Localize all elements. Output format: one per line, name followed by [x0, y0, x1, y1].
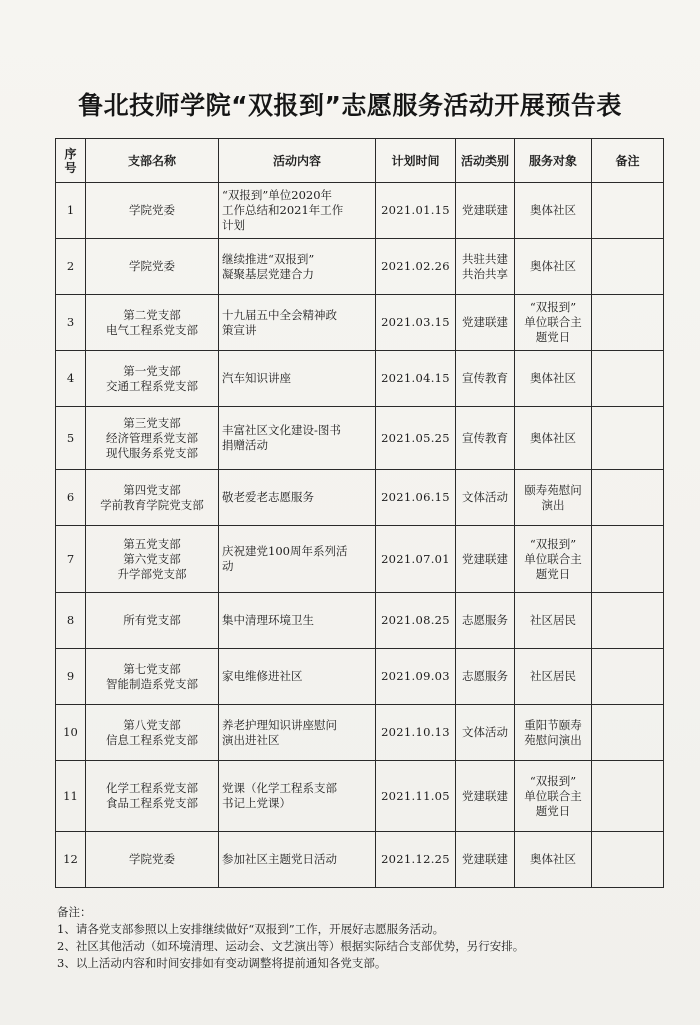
cell-content-line: 继续推进“双报到” [222, 251, 315, 266]
cell-seq: 10 [56, 705, 86, 761]
cell-content-line: 十九届五中全会精神政 [222, 307, 337, 322]
cell-content [219, 705, 376, 761]
cell-branch-line: 所有党支部 [123, 613, 181, 627]
cell-target-line: 颐寿苑慰问 [524, 482, 582, 497]
note-item: 3、以上活动内容和时间安排如有变动调整将提前通知各党支部。 [57, 956, 387, 970]
cell-target-line: 题党日 [535, 803, 571, 818]
cell-content-line: 汽车知识讲座 [222, 371, 291, 385]
cell-branch-line: 第三党支部 [123, 415, 181, 430]
cell-branch-line: 交通工程系党支部 [106, 378, 198, 393]
cell-target [515, 761, 592, 832]
cell-note [592, 593, 664, 649]
cell-branch [86, 295, 219, 351]
cell-branch [86, 470, 219, 526]
cell-content [219, 832, 376, 888]
cell-target-line: 社区居民 [530, 613, 576, 627]
table-row [56, 832, 664, 888]
cell-type [456, 470, 515, 526]
cell-content-line: 敬老爱老志愿服务 [222, 490, 314, 504]
cell-target [515, 593, 592, 649]
header-seq [56, 139, 86, 183]
cell-target [515, 407, 592, 470]
cell-time: 2021.10.13 [376, 705, 456, 761]
cell-note [592, 526, 664, 593]
cell-note [592, 183, 664, 239]
cell-branch-line: 现代服务系党支部 [106, 445, 198, 460]
cell-seq: 11 [56, 761, 86, 832]
note-item: 2、社区其他活动（如环境清理、运动会、文艺演出等）根据实际结合支部优势，另行安排。 [57, 939, 525, 953]
cell-branch [86, 351, 219, 407]
cell-content-line: 党课（化学工程系支部 [222, 781, 337, 795]
header-time: 计划时间 [376, 139, 456, 183]
cell-time: 2021.09.03 [376, 649, 456, 705]
cell-seq: 6 [56, 470, 86, 526]
cell-branch-line: 第八党支部 [123, 717, 181, 732]
cell-branch-line: 第五党支部 [123, 536, 181, 551]
cell-content [219, 407, 376, 470]
cell-content-line: 计划 [222, 218, 245, 232]
cell-branch-line: 食品工程系党支部 [106, 796, 198, 810]
cell-seq: 5 [56, 407, 86, 470]
cell-note [592, 705, 664, 761]
cell-target-line: 奥体社区 [530, 852, 576, 866]
cell-branch-line: 第一党支部 [123, 363, 181, 378]
cell-target-line: “双报到” [529, 773, 577, 788]
header-target: 服务对象 [515, 139, 592, 183]
header-content: 活动内容 [219, 139, 376, 183]
cell-seq: 7 [56, 526, 86, 593]
cell-content [219, 649, 376, 705]
cell-target [515, 183, 592, 239]
document-title: 鲁北技师学院“双报到”志愿服务活动开展预告表 [78, 91, 622, 120]
cell-branch-line: 第四党支部 [123, 482, 181, 497]
cell-type-line: 党建联建 [462, 788, 508, 803]
cell-branch-line: 学院党委 [129, 259, 175, 273]
cell-time: 2021.07.01 [376, 526, 456, 593]
table-row [56, 705, 664, 761]
cell-branch [86, 593, 219, 649]
cell-type [456, 183, 515, 239]
cell-target-line: 单位联合主 [524, 551, 582, 566]
table-row [56, 407, 664, 470]
cell-type-line: 党建联建 [462, 315, 508, 329]
cell-content [219, 470, 376, 526]
cell-target [515, 649, 592, 705]
cell-seq: 2 [56, 239, 86, 295]
cell-type-line: 共驻共建 [462, 251, 508, 266]
notes-heading: 备注： [57, 905, 92, 919]
cell-target-line: 奥体社区 [530, 371, 576, 385]
cell-target [515, 526, 592, 593]
header-branch: 支部名称 [86, 139, 219, 183]
cell-branch-line: 学院党委 [129, 852, 175, 866]
cell-target-line: 社区居民 [530, 669, 576, 683]
notes-section [57, 904, 677, 972]
cell-type-line: 党建联建 [462, 551, 508, 566]
cell-type [456, 649, 515, 705]
cell-note [592, 761, 664, 832]
cell-content-line: 动 [222, 559, 234, 573]
cell-content-line: 集中清理环境卫生 [222, 613, 314, 627]
table-row [56, 183, 664, 239]
cell-branch [86, 705, 219, 761]
cell-content-line: 养老护理知识讲座慰问 [222, 717, 337, 732]
cell-content [219, 183, 376, 239]
cell-target-line: 奥体社区 [530, 259, 576, 273]
cell-note [592, 649, 664, 705]
cell-target-line: “双报到” [529, 536, 577, 551]
table-row [56, 470, 664, 526]
cell-content-line: 家电维修进社区 [222, 669, 303, 683]
cell-time: 2021.12.25 [376, 832, 456, 888]
cell-target-line: 重阳节颐寿 [524, 717, 582, 732]
cell-content-line: 书记上党课） [222, 796, 291, 810]
cell-type-line: 文体活动 [462, 490, 508, 504]
cell-target-line: 苑慰问演出 [524, 732, 582, 747]
cell-content-line: 工作总结和2021年工作 [222, 203, 344, 217]
cell-note [592, 295, 664, 351]
cell-type-line: 文体活动 [462, 725, 508, 739]
cell-branch-line: 电气工程系党支部 [106, 322, 198, 337]
cell-branch-line: 信息工程系党支部 [106, 732, 198, 747]
cell-type-line: 志愿服务 [462, 613, 508, 627]
cell-note [592, 407, 664, 470]
cell-note [592, 470, 664, 526]
cell-seq: 9 [56, 649, 86, 705]
cell-branch [86, 761, 219, 832]
cell-content-line: 捐赠活动 [222, 438, 268, 452]
cell-branch [86, 183, 219, 239]
cell-branch-line: 化学工程系党支部 [106, 781, 198, 795]
cell-time: 2021.06.15 [376, 470, 456, 526]
cell-time: 2021.02.26 [376, 239, 456, 295]
cell-branch-line: 升学部党支部 [117, 566, 187, 581]
cell-content [219, 593, 376, 649]
cell-content-line: 凝聚基层党建合力 [222, 266, 314, 281]
cell-target [515, 351, 592, 407]
cell-branch-line: 第七党支部 [123, 661, 181, 676]
cell-note [592, 351, 664, 407]
header-note: 备注 [592, 139, 664, 183]
table-row [56, 649, 664, 705]
cell-content-line: 参加社区主题党日活动 [222, 852, 337, 866]
cell-branch-line: 学前教育学院党支部 [100, 497, 204, 512]
cell-type [456, 295, 515, 351]
cell-branch-line: 智能制造系党支部 [106, 676, 198, 691]
cell-content-line: 演出进社区 [222, 732, 280, 747]
cell-target [515, 470, 592, 526]
activity-schedule-table [55, 138, 664, 888]
cell-content-line: 丰富社区文化建设-图书 [222, 423, 341, 437]
cell-content-line: 庆祝建党100周年系列活 [222, 544, 348, 558]
cell-type [456, 593, 515, 649]
cell-content [219, 239, 376, 295]
table-row [56, 295, 664, 351]
cell-branch-line: 第六党支部 [123, 551, 181, 566]
cell-note [592, 239, 664, 295]
cell-type [456, 407, 515, 470]
cell-branch [86, 239, 219, 295]
cell-type [456, 832, 515, 888]
cell-branch-line: 学院党委 [129, 203, 175, 217]
cell-time: 2021.08.25 [376, 593, 456, 649]
cell-type [456, 239, 515, 295]
cell-note [592, 832, 664, 888]
cell-target-line: 题党日 [535, 330, 571, 344]
cell-target-line: 题党日 [535, 566, 571, 581]
cell-content-line: 策宣讲 [222, 322, 257, 337]
note-item: 1、请各党支部参照以上安排继续做好“双报到”工作，开展好志愿服务活动。 [57, 922, 445, 936]
cell-branch [86, 407, 219, 470]
table-row [56, 239, 664, 295]
cell-type [456, 705, 515, 761]
cell-seq: 1 [56, 183, 86, 239]
cell-time: 2021.11.05 [376, 761, 456, 832]
cell-type-line: 党建联建 [462, 203, 508, 217]
cell-time: 2021.03.15 [376, 295, 456, 351]
cell-type-line: 党建联建 [462, 852, 508, 866]
cell-content [219, 295, 376, 351]
cell-branch [86, 526, 219, 593]
cell-seq: 8 [56, 593, 86, 649]
table-row [56, 761, 664, 832]
cell-target [515, 832, 592, 888]
cell-seq: 12 [56, 832, 86, 888]
cell-time: 2021.04.15 [376, 351, 456, 407]
cell-content [219, 351, 376, 407]
cell-branch [86, 832, 219, 888]
table-row [56, 351, 664, 407]
cell-type-line: 志愿服务 [462, 669, 508, 683]
cell-content [219, 526, 376, 593]
table-row [56, 526, 664, 593]
cell-type [456, 761, 515, 832]
cell-target-line: “双报到” [529, 300, 577, 314]
cell-type-line: 共治共享 [462, 266, 508, 281]
cell-branch-line: 第二党支部 [123, 307, 181, 322]
cell-type [456, 526, 515, 593]
table-body [56, 183, 664, 888]
cell-target [515, 239, 592, 295]
cell-time: 2021.05.25 [376, 407, 456, 470]
cell-content-line: “双报到”单位2020年 [222, 188, 333, 202]
table-header-row [56, 139, 664, 183]
cell-type [456, 351, 515, 407]
cell-target-line: 演出 [541, 497, 565, 512]
table-row [56, 593, 664, 649]
cell-target-line: 奥体社区 [530, 203, 576, 217]
cell-branch-line: 经济管理系党支部 [106, 430, 198, 445]
cell-branch [86, 649, 219, 705]
cell-time: 2021.01.15 [376, 183, 456, 239]
cell-type-line: 宣传教育 [462, 430, 508, 445]
cell-target [515, 705, 592, 761]
cell-type-line: 宣传教育 [462, 371, 508, 385]
cell-seq: 3 [56, 295, 86, 351]
cell-target-line: 单位联合主 [524, 315, 582, 329]
header-type: 活动类别 [456, 139, 515, 183]
cell-target [515, 295, 592, 351]
cell-target-line: 单位联合主 [524, 788, 582, 803]
header-seq-line: 序 [64, 146, 77, 161]
cell-target-line: 奥体社区 [530, 430, 576, 445]
cell-content [219, 761, 376, 832]
cell-seq: 4 [56, 351, 86, 407]
header-seq-line: 号 [64, 160, 77, 175]
